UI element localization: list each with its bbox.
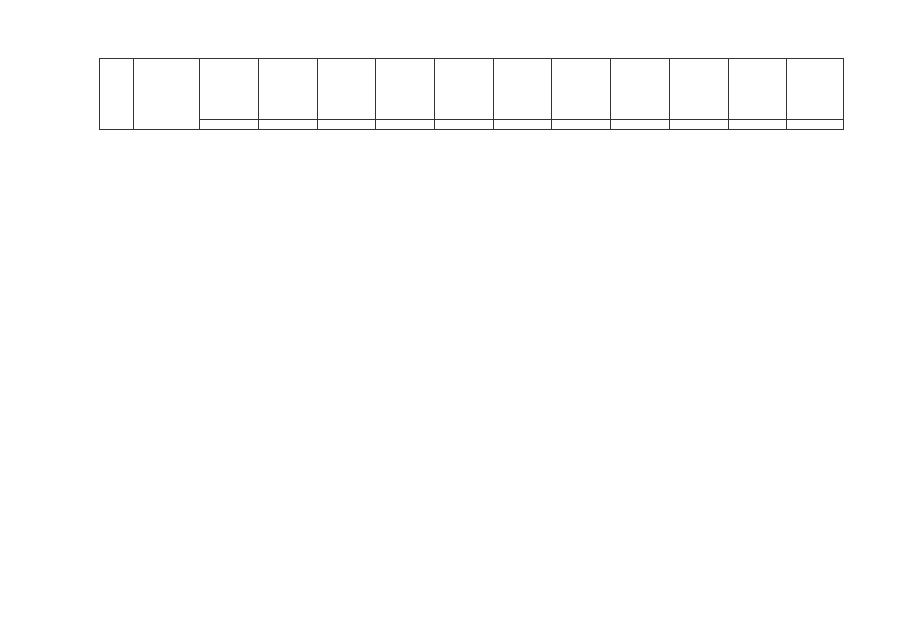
address-column-header: [134, 59, 200, 130]
period-range: [435, 119, 494, 129]
period-header: [787, 59, 844, 120]
period-range: [376, 119, 435, 129]
period-range: [200, 119, 259, 129]
num-column-header: [100, 59, 134, 130]
period-range: [317, 119, 376, 129]
period-range: [552, 119, 611, 129]
period-header: [258, 59, 317, 120]
period-header: [611, 59, 670, 120]
period-header: [669, 59, 728, 120]
period-range: [669, 119, 728, 129]
period-range: [787, 119, 844, 129]
period-range: [611, 119, 670, 129]
period-header: [493, 59, 552, 120]
period-header: [435, 59, 494, 120]
period-header: [552, 59, 611, 120]
capital-repair-schedule-table: [99, 58, 844, 130]
period-header: [376, 59, 435, 120]
period-header: [317, 59, 376, 120]
period-header: [728, 59, 787, 120]
period-range: [258, 119, 317, 129]
period-range: [728, 119, 787, 129]
period-header: [200, 59, 259, 120]
period-range: [493, 119, 552, 129]
